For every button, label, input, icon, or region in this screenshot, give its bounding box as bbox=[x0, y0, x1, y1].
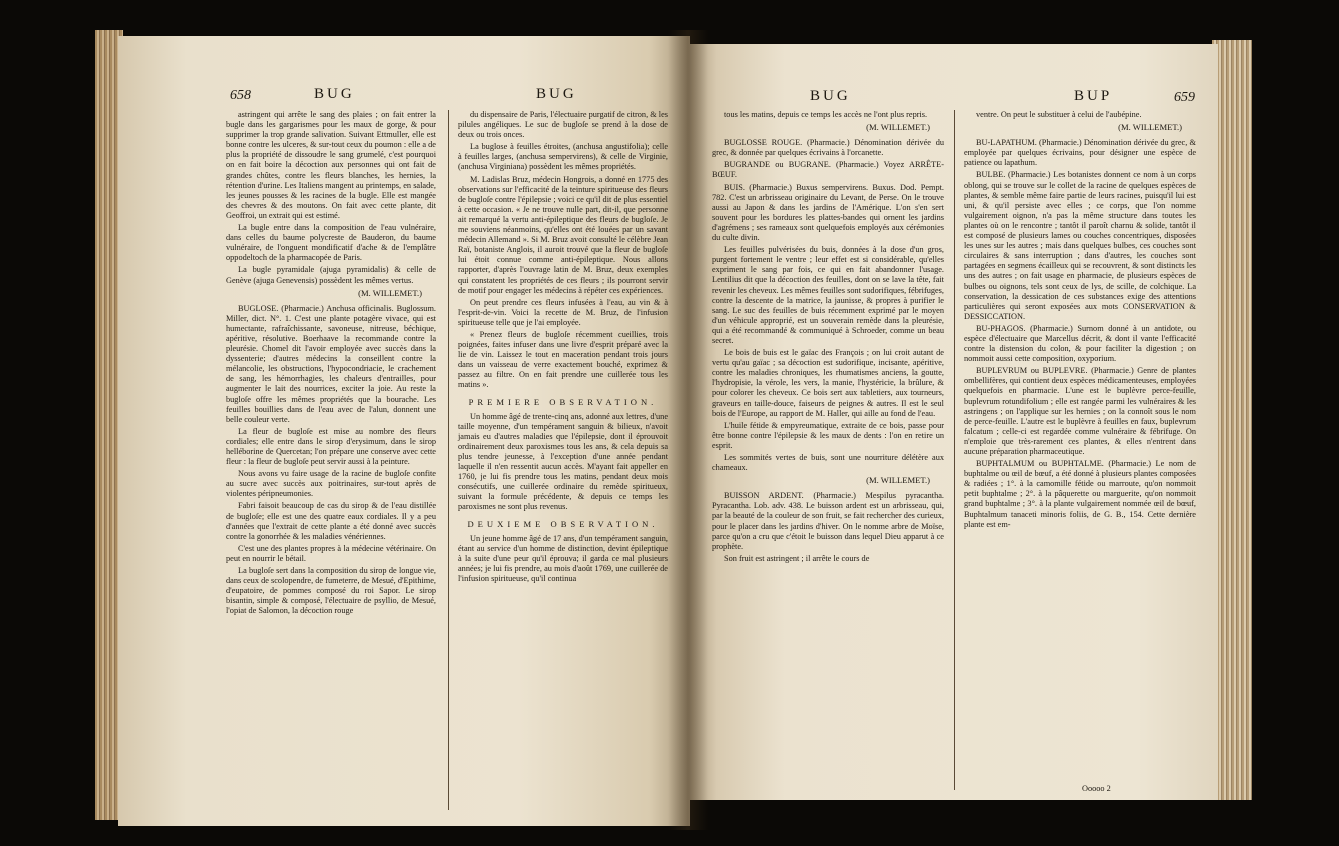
entry-buglose: BUGLOSE. (Pharmacie.) Anchusa officinalis. Buglossum. Miller, dict. N°. 1. C'est une plante potagère vivace, qui est humectante, rafraîchissante, savoneuse, nitreuse, béchique, apéritive, résolutive. Boerhaave la recommande contre la pleurésie. Chomel dit l'avoir employée avec succès dans la dyssenterie; d'autres médecins la conseillent contre la mélancolie, les obstructions, l'hypocondriacie, le crachement de sang, les hémorrhagies, les chaleurs d'entrailles, pour augmenter le lait des nourrices, exciter la joie. Au reste la bugloſe offre les mêmes propriétés que la bourache. Les feuilles bouillies dans de l'eau avec de l'alun, donnent une belle couleur verte. bbox=[226, 303, 436, 424]
author-signature: (M. WILLEMET.) bbox=[866, 475, 930, 486]
entry-bugrande: BUGRANDE ou BUGRANE. (Pharmacie.) Voyez ARRÊTE-BŒUF. bbox=[712, 160, 944, 180]
entry-bu-lapathum: BU-LAPATHUM. (Pharmacie.) Dénomination dérivée du grec, & employée par quelques écrivains, pour désigner une espèce de patience ou lapathum. bbox=[964, 138, 1196, 168]
author-signature: (M. WILLEMET.) bbox=[866, 122, 930, 133]
left-column-1 bbox=[226, 110, 436, 619]
book-gutter bbox=[668, 30, 708, 830]
paragraph: Fabri faisoit beaucoup de cas du sirop & de l'eau distillée de bugloſe; elle est une des quatre eaux cordiales. Il y a peu d'années que l'extrait de cette plante a été donné avec succès contre la gonorrhée & les maladies vénériennes. bbox=[226, 501, 436, 541]
paragraph: du dispensaire de Paris, l'électuaire purgatif de citron, & les pilules angéliques. Le suc de bugloſe se prend à la dose de deux ou trois onces. bbox=[458, 110, 668, 140]
paragraph: On peut prendre ces fleurs infusées à l'eau, au vin & à l'esprit-de-vin. Voici la recette de M. Bruz, de l'infusion spiritueuse telle que je l'ai employée. bbox=[458, 297, 668, 327]
recipe-quote: « Prenez fleurs de bugloſe récemment cueillies, trois poignées, faites infuser dans une livre d'esprit préparé avec la lie de vin. Laissez le tout en maceration pendant trois jours dans un vaisseau de verre exactement bouché, exprimez & passez au filtre. On en fait prendre une cuillerée tous les matins ». bbox=[458, 329, 668, 390]
paragraph: ventre. On peut le substituer à celui de l'aubépine. bbox=[976, 110, 1142, 119]
page-number-right: 659 bbox=[1174, 90, 1195, 105]
paragraph: M. Ladislas Bruz, médecin Hongrois, a donné en 1775 des observations sur l'efficacité de la teinture spiritueuse des fleurs de bugloſe contre l'épilepsie ; voici ce qu'il dit de plus essentiel à cette occasion. « Je ne trouve nulle part, dit-il, que personne ait remarqué la vertu anti-épileptique des fleurs de bugloſe. Je me souviens néanmoins, qu'elles ont été louées par un savant médecin Allemand ». Si M. Bruz avoit consulté le célèbre Jean Raï, botaniste Anglois, il auroit trouvé que la fleur de bugloſe lui étoit connue comme anti-épileptique. Nous allons rapporter, d'après l'ouvrage latin de M. Bruz, deux exemples qui constatent les propriétés de ces fleurs ; ils pourront servir de motif pour engager les médecins à répéter ces expériences. bbox=[458, 174, 668, 295]
entry-bu-phagos: BU-PHAGOS. (Pharmacie.) Surnom donné à un antidote, ou espèce d'électuaire que Marcellus décrit, & dont il vante l'efficacité contre la distension du colon, & pour faciliter la digestion ; on nommoit aussi cette composition, oxyporium. bbox=[964, 323, 1196, 364]
right-page bbox=[690, 44, 1218, 800]
paragraph: Son fruit est astringent ; il arrête le cours de bbox=[724, 553, 870, 563]
author-signature: (M. WILLEMET.) bbox=[358, 287, 422, 298]
running-head-right-2: BUP bbox=[1074, 88, 1113, 104]
right-column-1 bbox=[712, 110, 944, 566]
entry-buisson-ardent: BUISSON ARDENT. (Pharmacie.) Mespilus pyracantha. Pyracantha. Lob. adv. 438. Le buisson ardent est un arbrisseau, qui, par la beauté de la couleur de son fruit, se fait rechercher des curieux, pour le placer dans les jardins d'hiver. On le nomme arbre de Moïse, parce qu'on a cru que c'étoit le buisson dans lequel Dieu apparut à ce prophète. bbox=[712, 491, 944, 551]
page-number-left: 658 bbox=[230, 88, 251, 103]
entry-buphtalmum: BUPHTALMUM ou BUPHTALME. (Pharmacie.) Le nom de buphtalme ou œil de bœuf, a été donné à plusieurs plantes composées & radiées ; 1°. à la camomille fétide ou marroute, qu'on nommoit petit buphtalme ; 2°. à la pâquerette ou marguerite, qu'on nommoit grand buphtalme ; 3°. à la plante vulgairement nommée œil de bœuf, Buphtalmum tanaceti minoris foliis, de G. B., 154. Cette dernière plante est em- bbox=[964, 459, 1196, 529]
paragraph: astringent qui arrête le sang des plaies ; on fait entrer la bugle dans les gargarismes pour les maux de gorge, & pour supprimer la trop grande salivation. Suivant Ettmuller, elle est bonne contre les ulceres, & sur-tout ceux du poumon : elle a de plus la propriété de dissoudre le sang grumelé, c'est pourquoi on en fait boire la décoction aux personnes qui ont fait de grandes chûtes, contre les fleurs blanches, les hernies, la rétention d'urine. Les Italiens mangent au printemps, en salade, les jeunes pousses & les racines de la bugle. Elle est mangée des chevres & des moutons. On fait avec cette plante, dit Geoffroi, un extrait qui est estimé. bbox=[226, 110, 436, 220]
column-rule bbox=[448, 110, 449, 810]
paragraph: L'huile fétide & empyreumatique, extraite de ce bois, passe pour être bonne contre l'épilepsie & les maux de dents : l'on en retire un esprit. bbox=[712, 420, 944, 450]
right-column-2 bbox=[964, 110, 1196, 532]
right-page-edges bbox=[1212, 40, 1252, 800]
paragraph: Les sommités vertes de buis, sont une nourriture délétère aux chameaux. bbox=[712, 453, 944, 473]
paragraph: La bugloſe sert dans la composition du sirop de longue vie, dans ceux de scolopendre, de fumeterre, de Mesué, d'Epithime, d'eupatoire, de pommes composé du roi Sapor. Le sirop bisantin, simple & composé, l'électuaire de psyllio, de Mesué, l'opiat de Salomon, la décoction rouge bbox=[226, 566, 436, 616]
observation-text-1: Un homme âgé de trente-cinq ans, adonné aux lettres, d'une taille moyenne, d'un tempérament sanguin & bilieux, n'avoit jamais eu d'autres maladies que l'épilepsie, dont il éprouvoit ordinairement deux paroxismes tous les ans, & cela depuis sa plus tendre jeunesse, à l'exception d'une année pendant laquelle il n'en ressentit aucun accès. M'ayant fait appeller en 1760, je lui fis prendre tous les matins, pendant deux mois consécutifs, une cuillerée ordinaire du remède spiritueux, suivant la formule précédente, & depuis ce temps les paroxismes ne sont plus revenus. bbox=[458, 411, 669, 512]
running-head-right-1: BUG bbox=[810, 88, 851, 104]
paragraph: Le bois de buis est le gaïac des François ; on lui croit autant de vertu qu'au gaïac ; sa décoction est sudorifique, incisante, apéritive, contre les maladies chroniques, les rhumatismes anciens, la goutte, l'hydropisie, la vérole, les vers, la manie, l'hystéricie, la brûlure, & pour colorer les cheveux. Ce bois sert aux tabletiers, aux tourneurs, graveurs en taille-douce, faiseurs de peignes & autres. Il est le seul bois de l'Europe, au rapport de M. Haller, qui aille au fond de l'eau. bbox=[712, 348, 944, 418]
entry-buglosse-rouge: BUGLOSSE ROUGE. (Pharmacie.) Dénomination dérivée du grec, & donnée par quelques écrivains à l'orcanette. bbox=[712, 138, 944, 158]
paragraph: La fleur de bugloſe est mise au nombre des fleurs cordiales; elle entre dans le sirop d'erysimum, dans le sirop helléborine de Quercetan; l'on prépare une conserve avec cette fleur : la fleur de bugloſe peut servir aussi à la peinture. bbox=[226, 426, 436, 467]
running-head-left-1: BUG bbox=[314, 86, 355, 102]
observation-heading-2: DEUXIEME OBSERVATION. bbox=[467, 518, 659, 529]
entry-buplevrum: BUPLEVRUM ou BUPLEVRE. (Pharmacie.) Genre de plantes ombellifères, qui contient deux espèces médicamenteuses, employées quelquefois en pharmacie. L'une est le buplèvre perce-feuille, buplevrum rotundifolium ; elle est rangée parmi les vulnéraires & les astringens ; on l'applique sur les hernies ; on la connoît sous le nom de perce-feuille. L'autre est le buplèvre à feuilles en faux, buplevrum falcatum ; celle-ci est regardée comme vulnéraire & fébrifuge. On n'emploie que très-rarement ces plantes, & elles n'entrent dans aucune préparation pharmaceutique. bbox=[964, 366, 1196, 456]
left-column-2 bbox=[458, 110, 668, 586]
signature-mark: Ooooo 2 bbox=[1082, 784, 1111, 793]
paragraph: Les feuilles pulvérisées du buis, données à la dose d'un gros, purgent fortement le ventre ; leur effet est si considérable, qu'elles expriment le sang par fois, ce qui en fait abandonner l'usage. Lentilius dit que la décoction des feuilles, dont on se lave la tête, fait revenir les cheveux. Les mêmes feuilles sont sudorifiques, fébrifuges, contre la descente de la matrice, la jaunisse, & propres à purifier le sang. Le suc des feuilles de buis récemment exprimé par le moyen d'un véhicule approprié, est un souverain remède dans la pleurésie, qui a été recommandé & communiqué à Schroeder, comme un beau secret. bbox=[712, 245, 944, 345]
observation-heading-1: PREMIERE OBSERVATION. bbox=[468, 396, 658, 407]
paragraph: La buglose à feuilles étroites, (anchusa angustifolia); celle à feuilles larges, (anchusa sempervirens), & celle de Virginie, (anchusa Virginiana) possèdent les mêmes propriétés. bbox=[458, 142, 668, 172]
paragraph: tous les matins, depuis ce temps les accès ne l'ont plus repris. bbox=[724, 110, 928, 119]
author-signature: (M. WILLEMET.) bbox=[1118, 122, 1182, 133]
entry-buis: BUIS. (Pharmacie.) Buxus sempervirens. Buxus. Dod. Pempt. 782. C'est un arbrisseau originaire du Levant, de Perse. On le trouve aussi au Japon & dans les jardins de l'Amérique. L'on s'en sert souvent pour les bordures les plattes-bandes qui ornent les jardins d'agrémens ; ses rameaux sont quelquefois employés aux cérémonies du culte divin. bbox=[712, 182, 944, 243]
left-page bbox=[118, 36, 690, 826]
observation-text-2: Un jeune homme âgé de 17 ans, d'un tempérament sanguin, étant au service d'un homme de distinction, devint épileptique à la suite d'une peur qu'il éprouva; il garda ce mal plusieurs années; je lui fis prendre, au mois d'août 1769, une cuillerée de l'infusion spiritueuse, qu'il continua bbox=[458, 533, 668, 584]
paragraph: C'est une des plantes propres à la médecine vétérinaire. On peut en nourrir le bétail. bbox=[226, 543, 436, 563]
running-head-left-2: BUG bbox=[536, 86, 577, 102]
paragraph: Nous avons vu faire usage de la racine de bugloſe confite au sucre avec succès aux poitrinaires, sur-tout après de violentes péripneumonies. bbox=[226, 469, 436, 499]
paragraph: La bugle entre dans la composition de l'eau vulnéraire, dans celles du baume polycreste de Bauderon, du baume vulnéraire, de l'onguent mondificatif d'ache & de l'emplâtre oppodeltoch de la pharmacopée de Paris. bbox=[226, 223, 436, 263]
paragraph: La bugle pyramidale (ajuga pyramidalis) & celle de Genève (ajuga Genevensis) possèdent les mêmes vertus. bbox=[226, 265, 436, 285]
column-rule bbox=[954, 110, 955, 790]
entry-bulbe: BULBE. (Pharmacie.) Les botanistes donnent ce nom à un corps oblong, qui se trouve sur le collet de la racine de quelques espèces de plantes, & semble même faire partie de leurs racines, puisqu'il lui est uni, & qu'il persiste avec elles ; ce corps, que l'on nomme vulgairement oignon, n'a pas la même structure dans toutes les plantes où on le rencontre ; tantôt il paroît charnu & solide, tantôt il est composé de plusieurs lames ou couches concentriques, disposées les unes sur les autres ; mais dans quelques bulbes, ces couches sont circulaires & sans interruption ; dans d'autres, les couches sont partagées en segmens écailleux qui se recouvrent, & sont distincts les uns des autres ; on fait usage en pharmacie, de plusieurs espèces de bulbes ou oignons, tels sont ceux de lys, de scille, de colchique. La conservation, la dessication de ces substances exige des attentions particulières qui seront exposées aux mots CONSERVATION & DESSICCATION. bbox=[964, 170, 1196, 321]
